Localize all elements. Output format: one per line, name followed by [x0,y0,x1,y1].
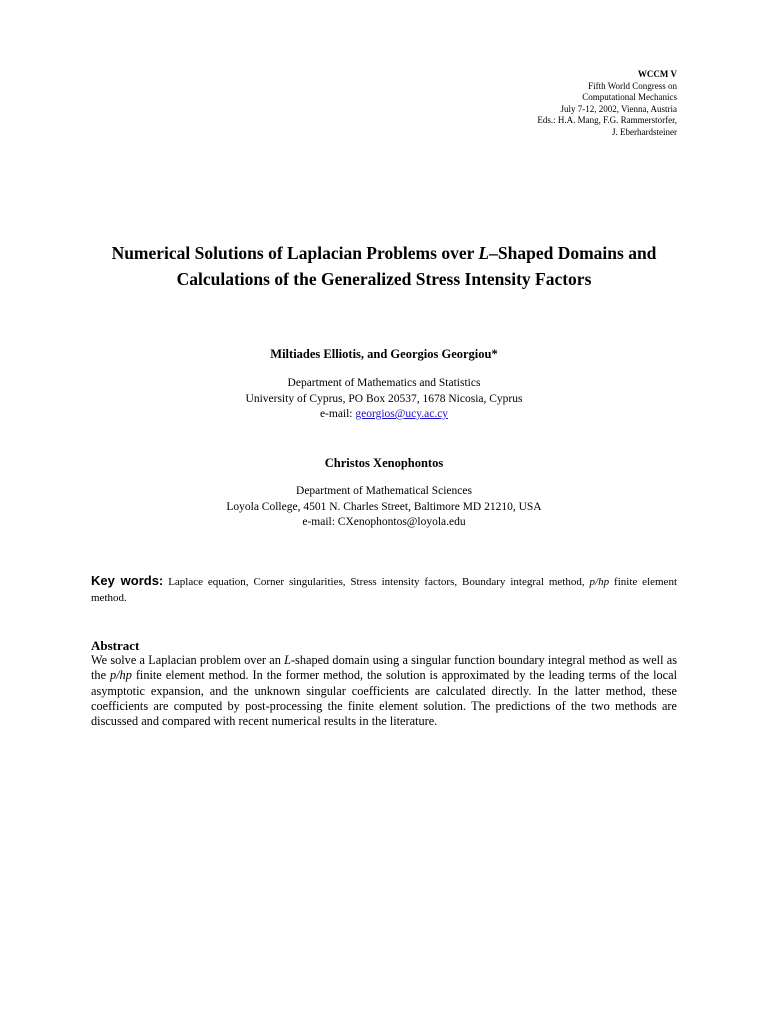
conference-editors: Eds.: H.A. Mang, F.G. Rammerstorfer, [537,115,677,126]
conference-dates: July 7-12, 2002, Vienna, Austria [560,103,677,114]
keywords-tail: finite element method. [91,576,677,604]
affiliation-address: University of Cyprus, PO Box 20537, 1678 Nicosia, Cyprus [245,392,523,405]
conference-name: WCCM V [637,69,677,79]
abstract-text: -shaped domain using a singular function boundary integral method as well as the [91,653,677,683]
affiliation-dept: Department of Mathematical Sciences [296,485,472,497]
email-link[interactable]: georgios@ucy.ac.cy [355,408,449,420]
affiliation-dept: Department of Mathematics and Statistics [287,377,481,389]
affiliation-2 [84,484,684,531]
abstract-heading: Abstract [91,638,140,653]
affiliation-email-line [84,407,684,423]
abstract-text: finite element method. In the former method, the solution is approximated by the leading terms of the local asymptotic expansion, and the unknown singular coefficients are calculated directly. In the latter method, these coefficients are computed by post-processing the finite element solution. The predictions of the two methods are discussed and compared with recent numerical results in the literature. [91,668,677,729]
author-list: Miltiades Elliotis, and Georgios Georgiou* [270,347,498,361]
abstract-text: We solve a Laplacian problem over an [91,653,285,667]
conference-info [377,69,677,139]
title-italic: L [478,243,490,263]
conference-line: Fifth World Congress on [588,80,677,91]
affiliation-email: e-mail: CXenophontos@loyola.edu [302,516,466,528]
abstract-italic: L [284,653,291,667]
paper-title [84,240,684,292]
keywords-italic: p/hp [589,576,610,588]
title-part: –Shaped Domains and Calculations of the Generalized Stress Intensity Factors [176,243,657,289]
conference-editors: J. Eberhardsteiner [612,126,677,137]
affiliation-1 [84,376,684,423]
keywords-label: Key words: [91,573,164,588]
title-part: Numerical Solutions of Laplacian Problems over [111,243,479,263]
affiliation-address: Loyola College, 4501 N. Charles Street, Baltimore MD 21210, USA [226,500,542,513]
abstract-body [91,653,677,729]
abstract-italic: p/hp [109,668,132,683]
conference-line: Computational Mechanics [582,92,677,103]
email-label: e-mail: [319,408,356,420]
author-second: Christos Xenophontos [324,456,444,470]
keywords [91,573,677,606]
keywords-text: Laplace equation, Corner singularities, Stress intensity factors, Boundary integral method, [163,576,590,588]
